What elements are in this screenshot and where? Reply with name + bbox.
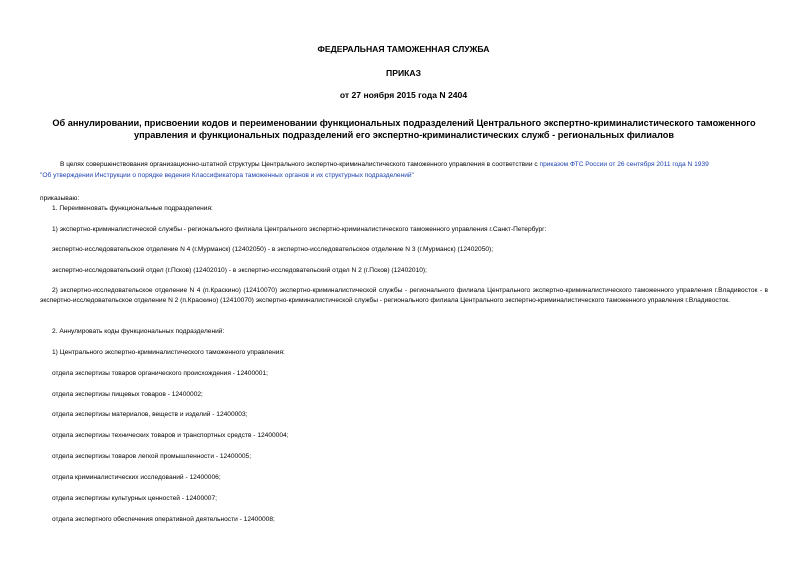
- list-item: отдела экспертизы технических товаров и транспортных средств - 12400004;: [52, 432, 289, 439]
- list-item: отдела экспертного обеспечения оперативной деятельности - 12400008;: [52, 516, 275, 523]
- order-link[interactable]: приказом ФТС России от 26 сентября 2011 года N 1939: [539, 161, 709, 168]
- list-item: отдела экспертизы культурных ценностей - 12400007;: [52, 495, 217, 502]
- list-item: отдела криминалистических исследований - 12400006;: [52, 474, 221, 481]
- order-word: приказываю:: [40, 195, 80, 202]
- document-type: ПРИКАЗ: [386, 68, 421, 78]
- item-1-2: 2) экспертно-исследовательское отделение N 4 (п.Краскино) (12410070) экспертно-криминалистической службы - регионального филиала Центрального экспертно-криминалистического таможенного управления г.Владивосток - в экспертно-исследовательское отделение N 2 (п.Краскино) (12410070) экспертно-криминалистической службы - регионального филиала Центрального экспертно-криминалистического таможенного управления г.Владивосток.: [40, 287, 768, 304]
- intro-line-1: [60, 160, 709, 169]
- list-item: отдела экспертизы материалов, веществ и изделий - 12400003;: [52, 411, 248, 418]
- agency-name: ФЕДЕРАЛЬНАЯ ТАМОЖЕННАЯ СЛУЖБА: [317, 44, 490, 54]
- document-title-line-2: управления и функциональных подразделений его экспертно-криминалистических служб - региональных филиалов: [134, 130, 674, 140]
- list-item: отдела экспертизы товаров органического происхождения - 12400001;: [52, 370, 268, 377]
- item-2-1: 1) Центрального экспертно-криминалистического таможенного управления:: [52, 349, 285, 356]
- item-1: 1. Переименовать функциональные подразделения:: [52, 205, 213, 212]
- item-1-1b: экспертно-исследовательский отдел (г.Псков) (12402010) - в экспертно-исследовательский отдел N 2 (г.Псков) (12402010);: [52, 267, 427, 274]
- instruction-link[interactable]: "Об утверждении Инструкции о порядке ведения Классификатора таможенных органов и их структурных подразделений": [40, 172, 414, 179]
- document-title-line-1: Об аннулировании, присвоении кодов и переименовании функциональных подразделений Центрального экспертно-криминалистического таможенного: [52, 118, 756, 128]
- item-1-1a: экспертно-исследовательское отделение N 4 (г.Мурманск) (12402050) - в экспертно-исследовательское отделение N 3 (г.Мурманск) (12402050);: [52, 246, 494, 253]
- list-item: отдела экспертизы пищевых товаров - 12400002;: [52, 391, 203, 398]
- document-date-number: от 27 ноября 2015 года N 2404: [339, 90, 468, 100]
- item-1-1: 1) экспертно-криминалистической службы - регионального филиала Центрального экспертно-криминалистического таможенного управления г.Санкт-Петербург:: [52, 226, 547, 233]
- item-2: 2. Аннулировать коды функциональных подразделений:: [52, 328, 225, 335]
- list-item: отдела экспертизы товаров легкой промышленности - 12400005;: [52, 453, 252, 460]
- intro-text: В целях совершенствования организационно-штатной структуры Центрального экспертно-криминалистического таможенного управления в соответствии с: [60, 161, 540, 168]
